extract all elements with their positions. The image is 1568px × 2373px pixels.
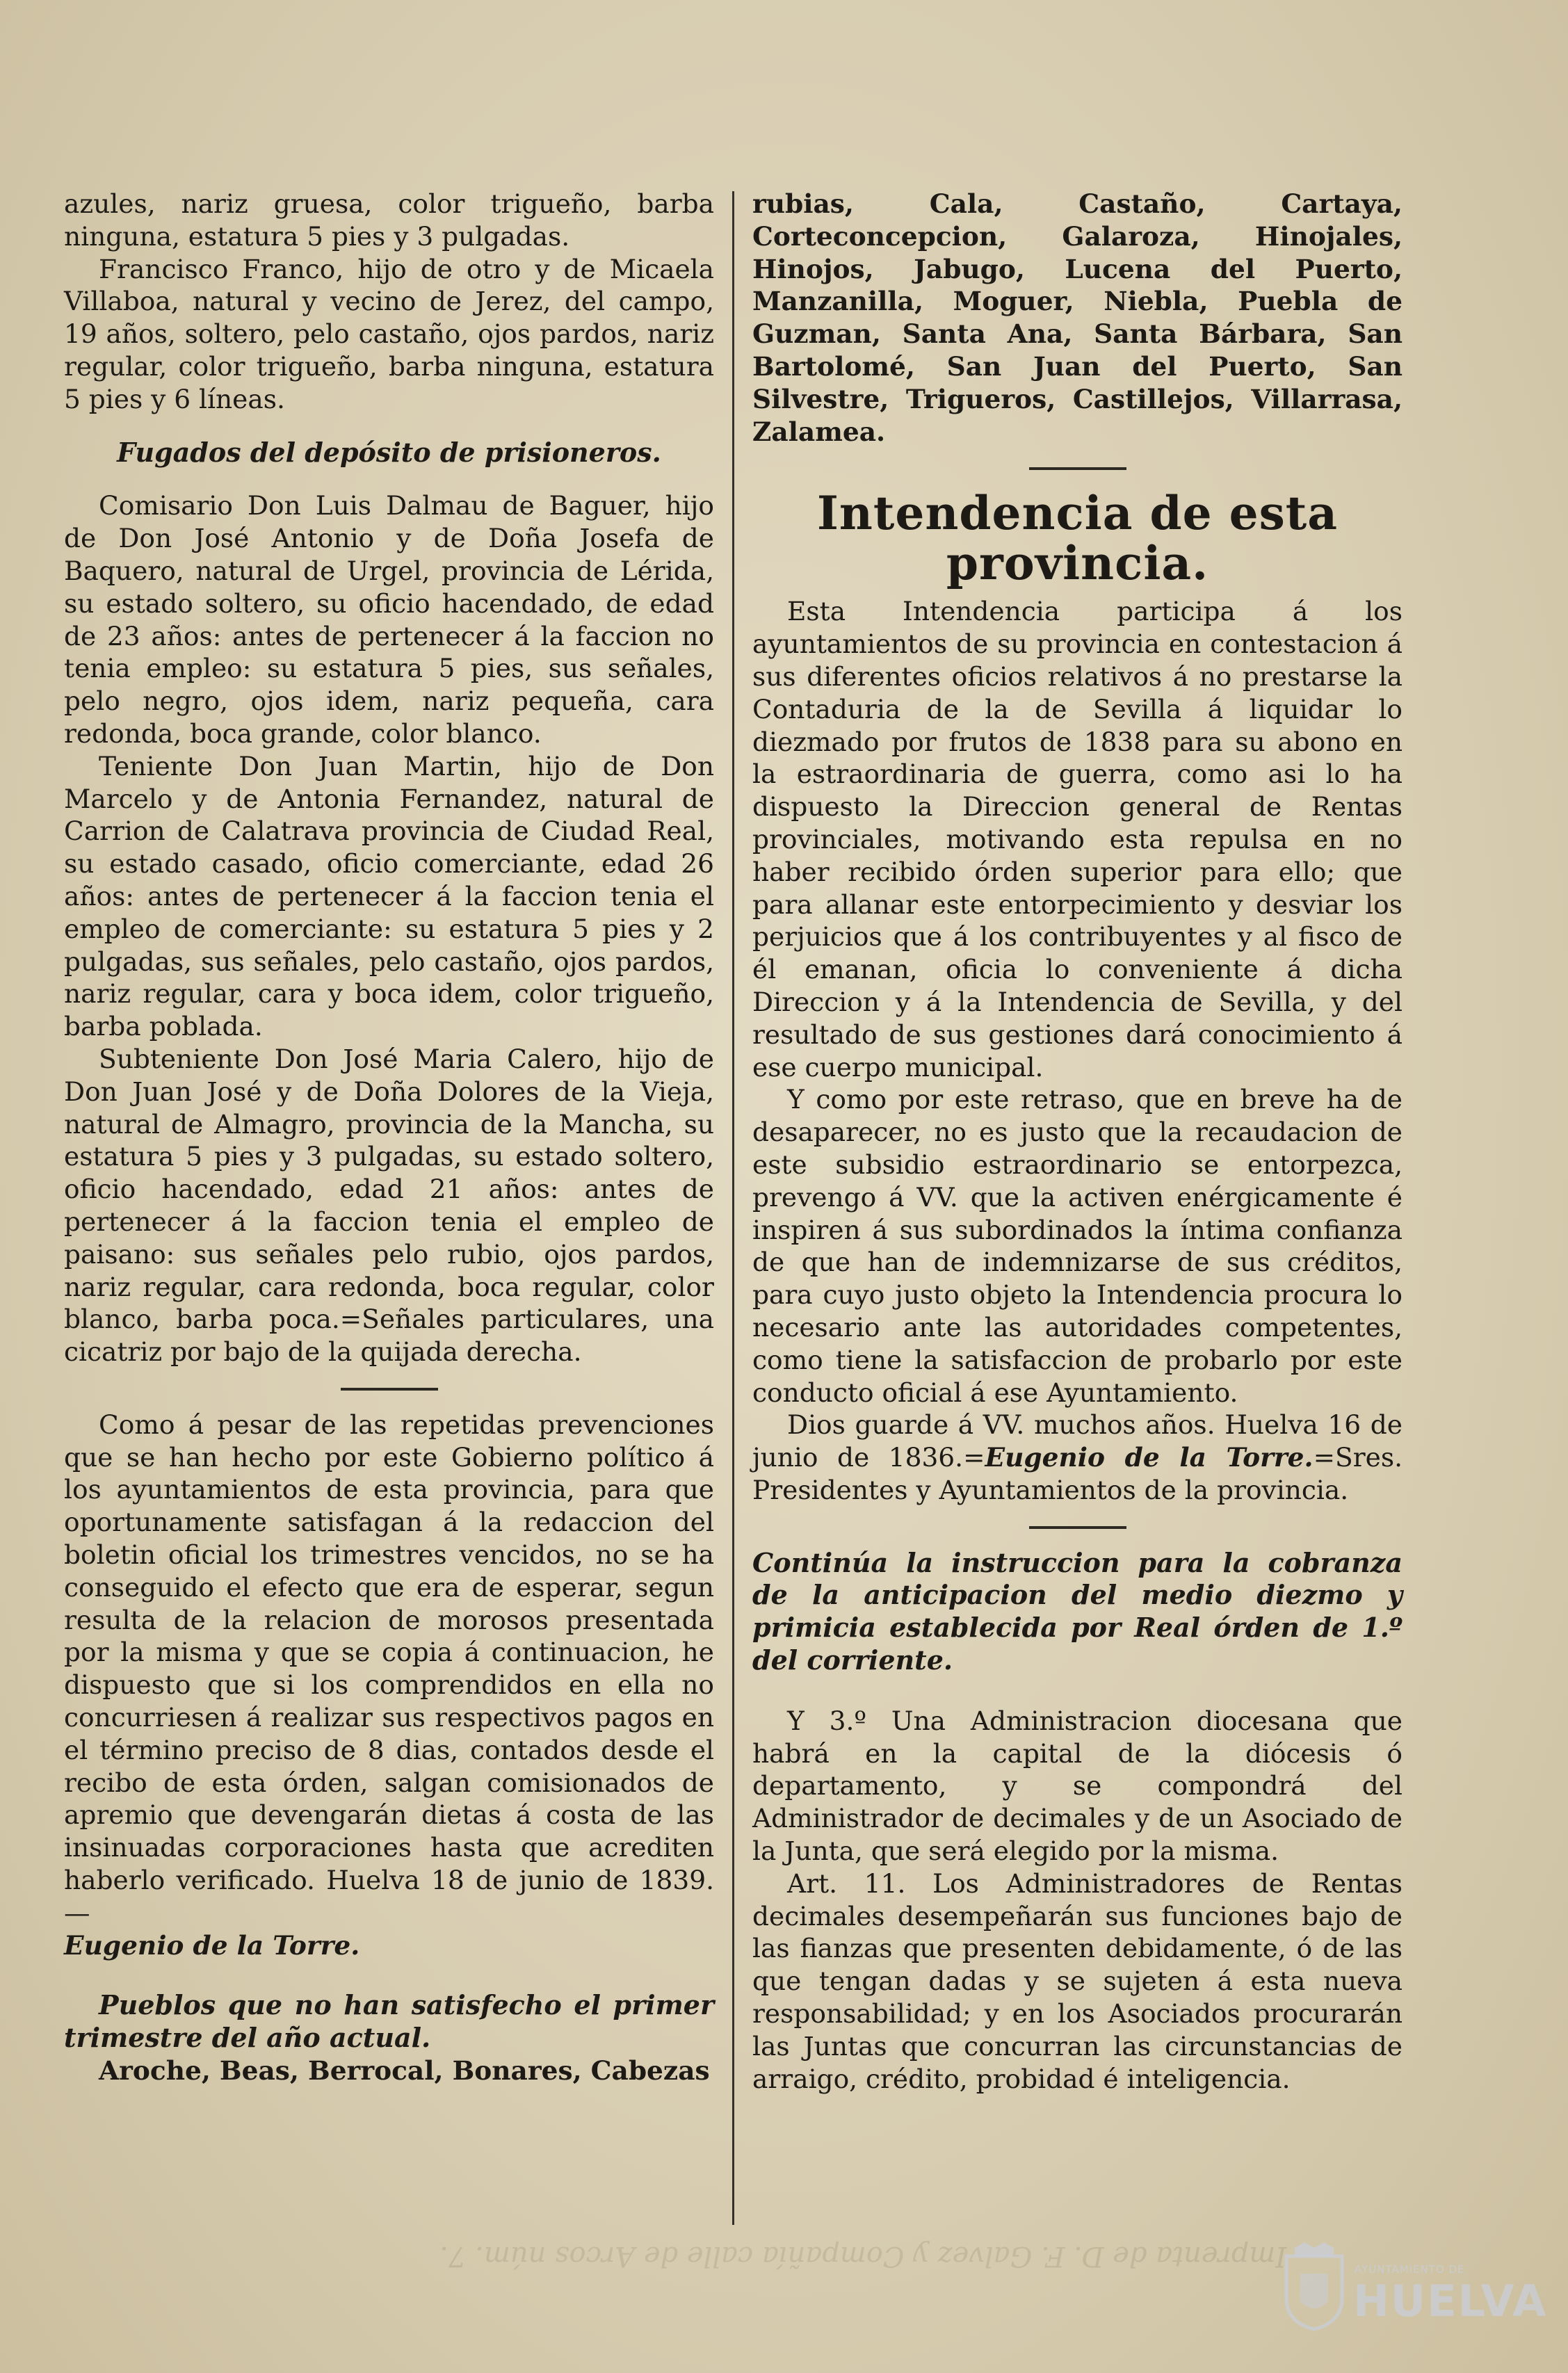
section-divider (1029, 467, 1126, 470)
pueblos-heading: Pueblos que no han satisfecho el primer trimestre del año actual. (64, 1989, 714, 2054)
notice-text: Como á pesar de las repetidas prevenciones que se han hecho por este Gobierno político á los ayuntamientos de esta provincia, para que oportunamente satisfagan á la redaccion del boletin oficial los trimestres vencidos, no se ha conseguido el efecto que era de esperar, segun resulta de la relacion de morosos presentada por la misma y que se copia á continuacion, he dispuesto que si los comprendidos en ella no concurriesen á realizar sus respectivos pagos en el término preciso de 8 dias, contados desde el recibo de esta órden, salgan comisionados de apremio que devengarán dietas á costa de las insinuadas corporaciones hasta que acrediten haberlo verificado. Huelva 18 de junio de 1839.— (64, 1409, 714, 1928)
huelva-archive-stamp (1279, 2235, 1548, 2340)
paragraph-francisco-prev: azules, nariz gruesa, color trigueño, barba ninguna, estatura 5 pies y 3 pulgadas. (64, 188, 714, 252)
bleed-through-text (63, 122, 1495, 170)
paragraph-intendencia-1: Esta Intendencia participa á los ayuntamientos de su provincia en contestacion á sus diferentes oficios relativos á no prestarse la Contaduria de la de Sevilla á liquidar lo diezmado por frutos de 1838 para su abono en la estraordinaria de guerra, como asi lo ha dispuesto la Direccion general de Rentas provinciales, motivando esta repulsa en no haber recibido órden superior para ello; que para allanar este entorpecimiento y desviar los perjuicios que á los contribuyentes y al fisco de él emanan, oficia lo conveniente á dicha Direccion y á la Intendencia de Sevilla, y del resultado de sus gestiones dará conocimiento á ese cuerpo municipal. (752, 596, 1403, 1083)
footer-bleed-through: Imprenta de D. F. Galvez y Compañía calle de Arcos núm. 7. (439, 2240, 1286, 2272)
paragraph-francisco-franco: Francisco Franco, hijo de otro y de Micaela Villaboa, natural y vecino de Jerez, del campo, 19 años, soltero, pelo castaño, ojos pardos, nariz regular, color trigueño, barba ninguna, estatura 5 pies y 6 líneas. (64, 253, 714, 414)
dios-guarde: Dios guarde á VV. muchos años. Huelva 16 de junio de 1836.= (752, 1409, 1403, 1473)
stamp-small-text: AYUNTAMIENTO DE (1355, 2263, 1465, 2276)
addressees: =Sres. Presidentes y Ayuntamientos de la provincia. (752, 1442, 1403, 1505)
paragraph-calero: Subteniente Don José Maria Calero, hijo de Don Juan José y de Doña Dolores de la Vieja, natural de Almagro, provincia de la Mancha, su estatura 5 pies y 3 pulgadas, su estado soltero, oficio hacendado, edad 21 años: antes de pertenecer á la faccion tenia el empleo de paisano: sus señales pelo rubio, ojos pardos, nariz regular, cara redonda, boca regular, color blanco, barba poca.=Señales particulares, una cicatriz por bajo de la quijada derecha. (64, 1043, 714, 1368)
paragraph-intendencia-2: Y como por este retraso, que en breve ha de desaparecer, no es justo que la recaudacion de este subsidio estraordinario se entorpezca, prevengo á VV. que la activen enérgicamente é inspiren á sus subordinados la íntima confianza de que han de indemnizarse de sus créditos, para cuyo justo objeto la Intendencia procura lo necesario ante las autoridades competentes, como tiene la satisfaccion de probarlo por este conducto oficial á ese Ayuntamiento. (752, 1084, 1403, 1408)
pueblos-list-start: Aroche, Beas, Berrocal, Bonares, Cabezas (99, 2055, 710, 2087)
signature-torre-1: Eugenio de la Torre. (64, 1929, 360, 1961)
stamp-city-name: HUELVA (1353, 2276, 1548, 2326)
section-divider (1029, 1526, 1126, 1529)
city-shield-icon (1279, 2242, 1349, 2333)
paragraph-intendencia-3 (752, 1409, 1403, 1506)
pueblos-list-cont: rubias, Cala, Castaño, Cartaya, Corteconcepcion, Galaroza, Hinojales, Hinojos, Jabugo, Lucena del Puerto, Manzanilla, Moguer, Niebla, Puebla de Guzman, Santa Ana, Santa Bárbara, San Bartolomé, San Juan del Puerto, San Silvestre, Trigueros, Castillejos, Villarrasa, Zalamea. (752, 188, 1403, 447)
right-column (752, 188, 1403, 2232)
paragraph-juan-martin: Teniente Don Juan Martin, hijo de Don Marcelo y de Antonia Fernandez, natural de Carrion de Calatrava provincia de Ciudad Real, su estado casado, oficio comerciante, edad 26 años: antes de pertenecer á la faccion tenia el empleo de comerciante: su estatura 5 pies y 2 pulgadas, sus señales, pelo castaño, ojos pardos, nariz regular, cara y boca idem, color trigueño, barba poblada. (64, 750, 714, 1042)
signature-torre-2: Eugenio de la Torre. (985, 1442, 1314, 1473)
left-column (64, 188, 714, 2218)
paragraph-morosos-notice (64, 1409, 714, 1929)
intendencia-headline: Intendencia de esta provincia. (817, 486, 1338, 591)
instruccion-heading: Continúa la instruccion para la cobranza de la anticipacion del medio diezmo y primicia establecida por Real órden de 1.º del corriente. (752, 1546, 1403, 1676)
paragraph-dalmau: Comisario Don Luis Dalmau de Baguer, hijo de Don José Antonio y de Doña Josefa de Baquero, natural de Urgel, provincia de Lérida, su estado soltero, su oficio hacendado, de edad de 23 años: antes de pertenecer á la faccion no tenia empleo: su estatura 5 pies, sus señales, pelo negro, ojos idem, nariz pequeña, cara redonda, boca grande, color blanco. (64, 490, 714, 749)
paragraph-administracion-diocesana: Y 3.º Una Administracion diocesana que habrá en la capital de la diócesis ó departamento, y se compondrá del Administrador de decimales y de un Asociado de la Junta, que será elegido por la misma. (752, 1705, 1403, 1867)
fugados-heading: Fugados del depósito de prisioneros. (117, 436, 661, 468)
paragraph-art-11: Art. 11. Los Administradores de Rentas decimales desempeñarán sus funciones bajo de las fianzas que presenten debidamente, ó de las que tengan dadas y se sujeten á esta nueva responsabilidad; y en los Asociados procurarán las Juntas que concurran las circunstancias de arraigo, crédito, probidad é inteligencia. (752, 1868, 1403, 2094)
section-divider (341, 1388, 438, 1391)
column-rule (732, 191, 734, 2225)
